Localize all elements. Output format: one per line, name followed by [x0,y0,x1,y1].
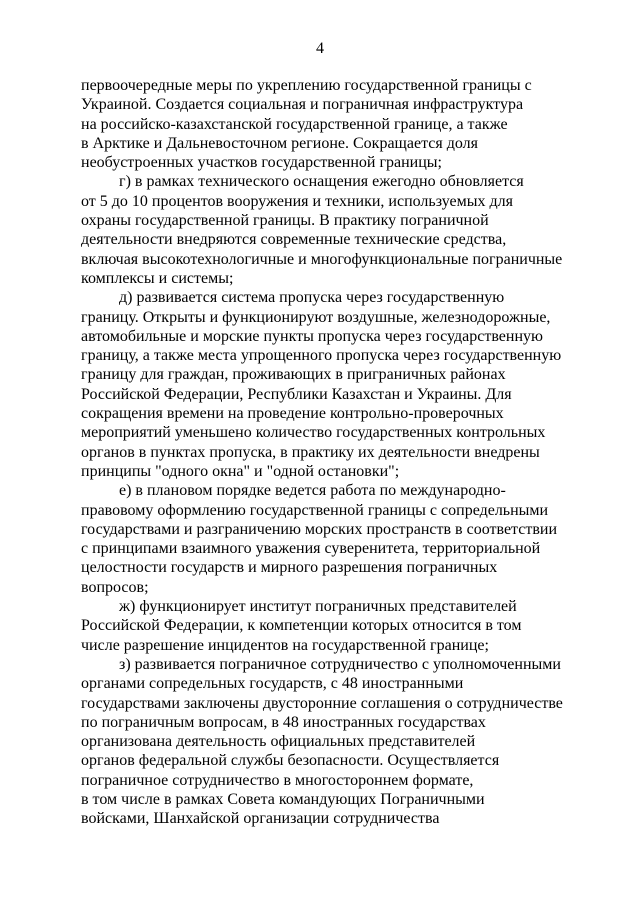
paragraph-d: д) развивается система пропуска через государственную границу. Открыты и функционируют воздушные, железнодорожные, автомобильные и морские пункты пропуска через государственную границу, а также места упрощенного пропуска через государственную границу для граждан, проживающих в приграничных районах Российской Федерации, Республики Казахстан и Украины. Для сокращения времени на проведение контрольно-проверочных мероприятий уменьшено количество государственных контрольных органов в пунктах пропуска, в практику их деятельности внедрены принципы "одного окна" и "одной остановки"; [81,289,562,480]
document-body [81,76,563,829]
paragraph-zh: ж) функционирует институт пограничных представителей Российской Федерации, к компетенции которых относится в том числе разрешение инцидентов на государственной границе; [81,598,522,654]
page-number: 4 [316,40,324,57]
paragraph-e: е) в плановом порядке ведется работа по международно- правовому оформлению государственной границы с сопредельными государствами и разграничению морских пространств в соответствии с принципами взаимного уважения суверенитета, территориальной целостности государств и мирного разрешения пограничных вопросов; [81,482,557,596]
paragraph-g: г) в рамках технического оснащения ежегодно обновляется от 5 до 10 процентов вооружения и техники, используемых для охраны государственной границы. В практику пограничной деятельности внедряются современные технические средства, включая высокотехнологичные и многофункциональные пограничные комплексы и системы; [81,173,563,287]
paragraph-continuation: первоочередные меры по укреплению государственной границы с Украиной. Создается социальная и пограничная инфраструктура на российско-казахстанской государственной границе, а также в Арктике и Дальневосточном регионе. Сокращается доля необустроенных участков государственной границы; [81,77,532,172]
paragraph-z: з) развивается пограничное сотрудничество с уполномоченными органами сопредельных государств, с 48 иностранными государствами заключены двусторонние соглашения о сотрудничестве по пограничным вопросам, в 48 иностранных государствах организована деятельность официальных представителей органов федеральной службы безопасности. Осуществляется пограничное сотрудничество в многостороннем формате, в том числе в рамках Совета командующих Пограничными войсками, Шанхайской организации сотрудничества [81,655,563,828]
